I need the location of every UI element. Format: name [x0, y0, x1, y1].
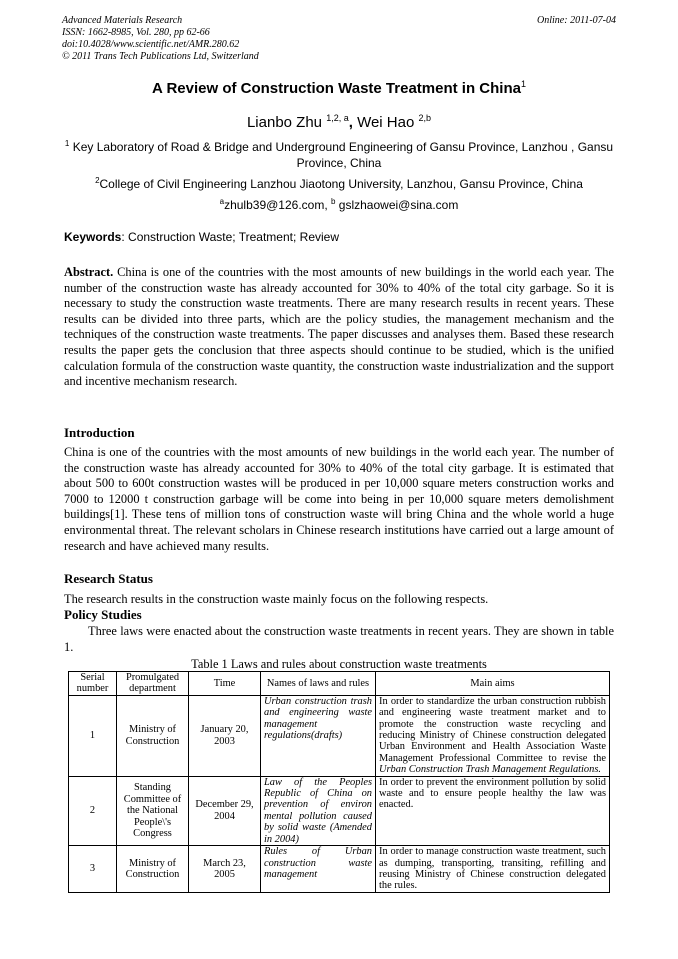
- department-cell: Standing Committee of the National People\'s Congress: [117, 776, 189, 845]
- keywords: [64, 230, 339, 244]
- email-mark: a: [219, 197, 225, 206]
- section-heading-introduction: Introduction: [64, 425, 135, 440]
- copyright-line: © 2011 Trans Tech Publications Ltd, Switzerland: [62, 51, 259, 62]
- column-header: Time: [189, 672, 261, 696]
- section-heading-research-status: Research Status: [64, 571, 153, 586]
- time-cell: January 20, 2003: [189, 695, 261, 776]
- department-cell: Ministry of Construction: [117, 846, 189, 893]
- journal-name: Advanced Materials Research: [62, 15, 183, 26]
- serial-cell: 1: [69, 695, 117, 776]
- law-name-cell: Law of the Peoples Republic of China on prevention of environ mental pollution caused by solid waste (Amended in 2004): [261, 776, 376, 845]
- column-header: Serial number: [69, 672, 117, 696]
- title-footnote-mark: 1: [520, 79, 526, 89]
- author-name: Wei Hao: [357, 114, 415, 131]
- affiliation-mark: 2: [95, 176, 100, 185]
- affiliation-text: Key Laboratory of Road & Bridge and Underground Engineering of Gansu Province, Lanzhou , Gansu Province, China: [69, 140, 614, 170]
- author-separator: ,: [348, 114, 353, 131]
- author-line: [0, 113, 678, 131]
- table-header-row: [69, 672, 610, 696]
- affiliation-text: College of Civil Engineering Lanzhou Jiaotong University, Lanzhou, Gansu Province, China: [99, 177, 583, 191]
- title-text: A Review of Construction Waste Treatment in China: [152, 80, 521, 97]
- serial-cell: 3: [69, 846, 117, 893]
- introduction-paragraph: China is one of the countries with the most amounts of new buildings in the world each year. The number of the construction waste has already accounted for 30% to 40% of the total city garbage. It is estimated that about 500 to 600t construction wastes will be produced in per 10,000 square meters construction works and 7000 to 12000 t construction garbage will be come into being in per 10,000 square meters demolishment buildings[1]. These tens of million tons of construction waste will bring China and the whole world a huge environmental threat. The relevant scholars in Chinese research institutions have carried out a large amount of research and have achieved many results.: [64, 445, 614, 553]
- time-cell: December 29, 2004: [189, 776, 261, 845]
- abstract: [64, 265, 614, 390]
- policy-studies-paragraph: Three laws were enacted about the construction waste treatments in recent years. They are shown in table 1.: [64, 624, 614, 654]
- journal-header: [62, 15, 616, 63]
- keywords-label: Keywords: [64, 230, 122, 244]
- abstract-label: Abstract.: [64, 265, 114, 279]
- column-header: Names of laws and rules: [261, 672, 376, 696]
- abstract-text: China is one of the countries with the most amounts of new buildings in the world each year. The number of the construction waste has already accounted for 30% to 40% of the total city garbage. So it is necessary to study the construction waste treatments. There are many research results in recent years. These results can be divided into three parts, which are the policy studies, the management mechanism and the techniques of the construction waste treatments. The paper discusses and analyses them. Based these research results the paper gets the conclusion that three aspects should continue to be studied, which is the unified calculation formula of the construction waste quantity, the construction waste industrialization and the support and incentive mechanism research.: [64, 265, 614, 389]
- author-affiliation-mark: 1,2, a: [326, 113, 349, 123]
- keywords-text: : Construction Waste; Treatment; Review: [121, 230, 339, 244]
- table-row: [69, 776, 610, 845]
- law-name-cell: Rules of Urban construction waste management: [261, 846, 376, 893]
- doi-line: doi:10.4028/www.scientific.net/AMR.280.62: [62, 39, 240, 50]
- department-cell: Ministry of Construction: [117, 695, 189, 776]
- main-aims-cell: [376, 776, 610, 845]
- aim-italic-text: Urban Construction Trash Management Regulations.: [379, 764, 601, 776]
- laws-table: [68, 671, 610, 893]
- aim-text: In order to manage construction waste treatment, such as dumping, transporting, transiting, refilling and reusing Ministry of Chinese construction delegated the rules.: [379, 846, 606, 892]
- table-caption: Table 1 Laws and rules about construction waste treatments: [191, 657, 487, 671]
- issn-line: ISSN: 1662-8985, Vol. 280, pp 62-66: [62, 27, 210, 38]
- table-row: [69, 846, 610, 893]
- email-mark: b: [331, 197, 336, 206]
- author-name: Lianbo Zhu: [246, 114, 323, 131]
- main-aims-cell: [376, 695, 610, 776]
- research-status-paragraph: The research results in the construction waste mainly focus on the following respects.: [64, 592, 489, 606]
- paper-title: [0, 79, 678, 97]
- email-line: [64, 194, 614, 213]
- column-header: Main aims: [376, 672, 610, 696]
- online-date: Online: 2011-07-04: [537, 15, 616, 26]
- law-name-cell: Urban construction trash and engineering waste management regulations(drafts): [261, 695, 376, 776]
- time-cell: March 23, 2005: [189, 846, 261, 893]
- author-affiliation-mark: 2,b: [418, 113, 432, 123]
- aim-text: In order to standardize the urban construction rubbish and engineering waste treatment market and to promote the construction waste recycling and reducing Ministry of Chinese construction delegated Urban Environment and Health Association Waste Management Professional Committee to revise the: [379, 695, 606, 764]
- subsection-heading-policy-studies: Policy Studies: [64, 607, 142, 622]
- aim-text: In order to prevent the environment pollution by solid waste and to ensure people healthy the law was enacted.: [379, 776, 606, 811]
- affiliation-2: [64, 173, 614, 192]
- affiliation-mark: 1: [64, 139, 70, 148]
- affiliation-1: [64, 136, 614, 171]
- main-aims-cell: [376, 846, 610, 893]
- table-row: [69, 695, 610, 776]
- email-text[interactable]: zhulb39@126.com,: [224, 198, 331, 212]
- column-header: Promulgated department: [117, 672, 189, 696]
- email-text[interactable]: gslzhaowei@sina.com: [335, 198, 459, 212]
- serial-cell: 2: [69, 776, 117, 845]
